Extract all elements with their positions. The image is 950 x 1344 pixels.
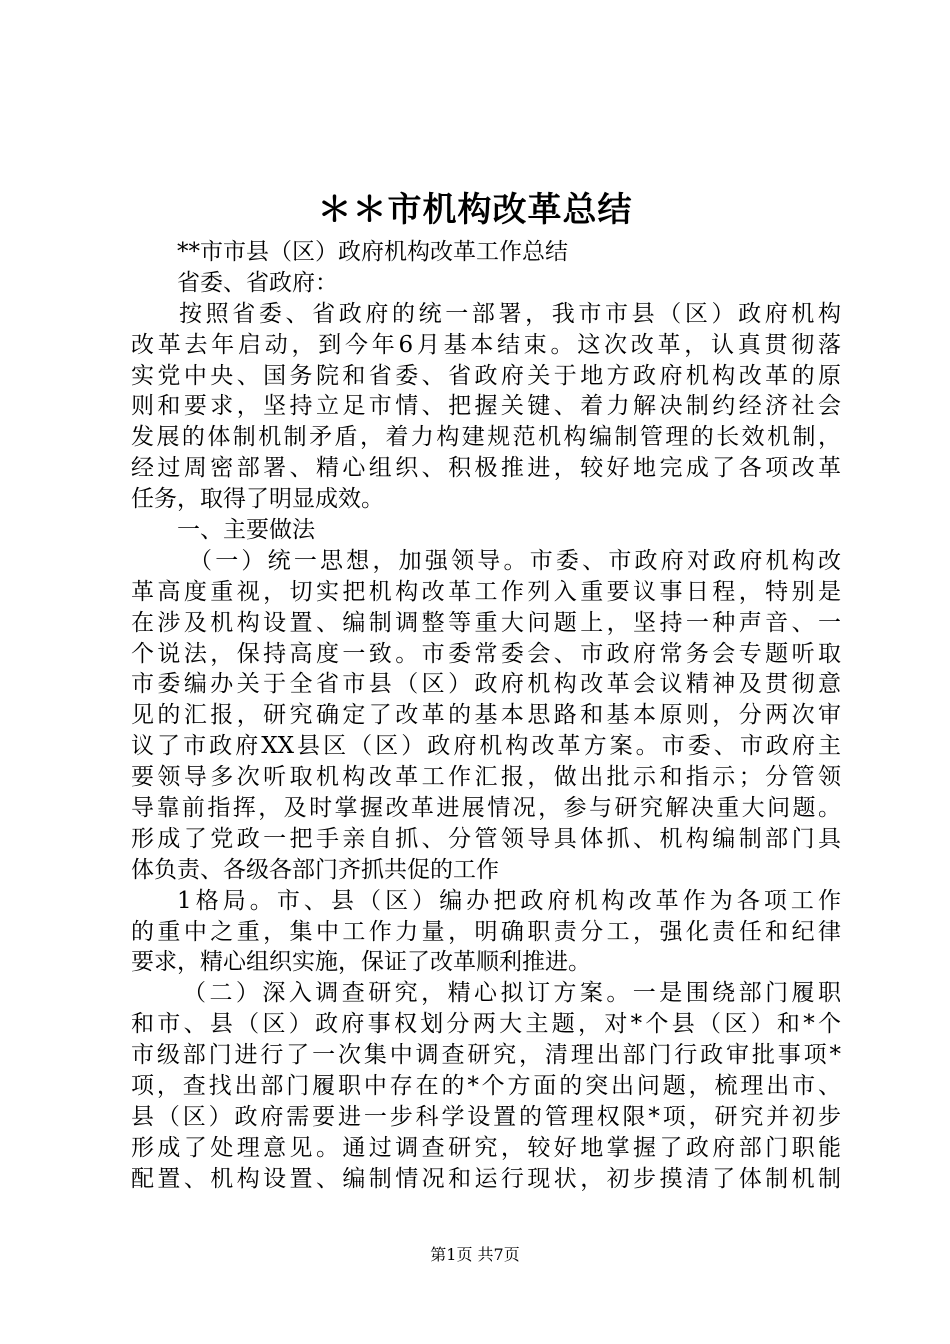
body-line: （二）深入调查研究，精心拟订方案。一是围绕部门履职 (183, 980, 841, 1007)
body-line: 市委编办关于全省市县（区）政府机构改革会议精神及贯彻意 (131, 671, 841, 698)
body-line: 发展的体制机制矛盾，着力构建规范机构编制管理的长效机制， (131, 424, 841, 451)
body-line: 1格局。市、县（区）编办把政府机构改革作为各项工作 (177, 887, 841, 914)
body-line: 个说法，保持高度一致。市委常委会、市政府常务会专题听取 (131, 640, 841, 667)
body-line: 经过周密部署、精心组织、积极推进，较好地完成了各项改革 (131, 455, 841, 482)
body-line: 革高度重视，切实把机构改革工作列入重要议事日程，特别是 (131, 578, 841, 605)
body-line: 导靠前指挥，及时掌握改革进展情况，参与研究解决重大问题。 (131, 795, 841, 822)
body-line: 任务，取得了明显成效。 (131, 486, 384, 513)
body-line: 要领导多次听取机构改革工作汇报，做出批示和指示；分管领 (131, 764, 841, 791)
body-line: 形成了处理意见。通过调查研究，较好地掌握了政府部门职能 (131, 1134, 841, 1161)
body-line: 配置、机构设置、编制情况和运行现状，初步摸清了体制机制 (131, 1165, 841, 1192)
body-line: 要求，精心组织实施，保证了改革顺利推进。 (131, 949, 591, 976)
body-line: 改革去年启动，到今年6月基本结束。这次改革，认真贯彻落 (131, 331, 841, 358)
body-line: 形成了党政一把手亲自抓、分管领导具体抓、机构编制部门具 (131, 825, 841, 852)
body-line: 则和要求，坚持立足市情、把握关键、着力解决制约经济社会 (131, 393, 841, 420)
body-line: 项，查找出部门履职中存在的*个方面的突出问题，梳理出市、 (131, 1073, 841, 1100)
body-line: （一）统一思想，加强领导。市委、市政府对政府机构改 (189, 547, 841, 574)
document-body (131, 237, 841, 1195)
body-line: 体负责、各级各部门齐抓共促的工作 (131, 856, 499, 883)
body-line: 在涉及机构设置、编制调整等重大问题上，坚持一种声音、一 (131, 609, 841, 636)
page-footer: 第1页 共7页 (430, 1245, 520, 1264)
body-line: 按照省委、省政府的统一部署，我市市县（区）政府机构 (179, 300, 841, 327)
body-line: 实党中央、国务院和省委、省政府关于地方政府机构改革的原 (131, 362, 841, 389)
body-line: 一、主要做法 (177, 517, 315, 544)
body-line: 和市、县（区）政府事权划分两大主题，对*个县（区）和*个 (131, 1011, 841, 1038)
body-line: 省委、省政府： (177, 269, 338, 296)
body-line: 见的汇报，研究确定了改革的基本思路和基本原则，分两次审 (131, 702, 841, 729)
document-title: ＊＊市机构改革总结 (317, 190, 633, 230)
body-line: 县（区）政府需要进一步科学设置的管理权限*项，研究并初步 (131, 1103, 841, 1130)
body-line: 的重中之重，集中工作力量，明确职责分工，强化责任和纪律 (131, 918, 841, 945)
body-line: 议了市政府XX县区（区）政府机构改革方案。市委、市政府主 (131, 733, 841, 760)
body-line: 市级部门进行了一次集中调查研究，清理出部门行政审批事项* (131, 1042, 841, 1069)
body-line: **市市县（区）政府机构改革工作总结 (177, 239, 568, 265)
